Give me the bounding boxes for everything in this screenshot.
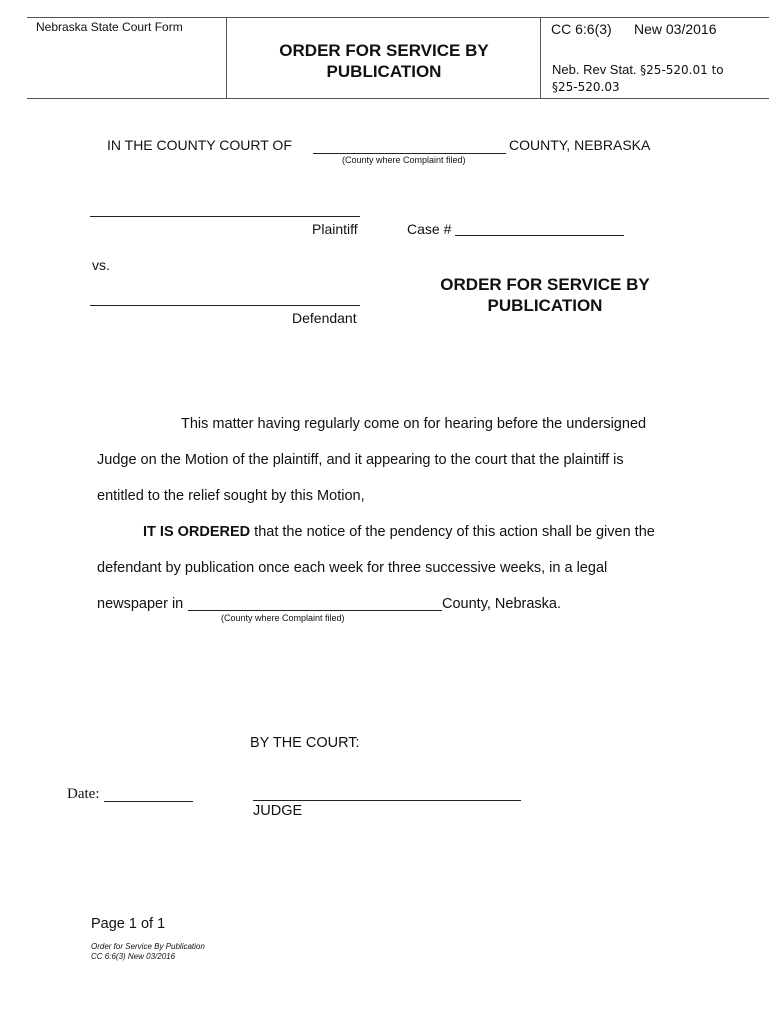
by-the-court: BY THE COURT:: [250, 735, 360, 751]
footer-form-info: [91, 942, 205, 962]
judge-label: JUDGE: [253, 803, 303, 819]
defendant-label: Defendant: [292, 310, 357, 326]
newspaper-county-caption: (County where Complaint filed): [221, 613, 345, 623]
header-top-rule: [27, 17, 769, 18]
versus-label: vs.: [92, 257, 110, 273]
body-p1-line2: Judge on the Motion of the plaintiff, and it appearing to the court that the plaintiff is: [97, 452, 624, 468]
form-code: CC 6:6(3): [551, 21, 612, 37]
footer-form-code: CC 6:6(3) New 03/2016: [91, 952, 176, 961]
body-p1-line1: This matter having regularly come on for hearing before the undersigned: [181, 416, 647, 432]
plaintiff-label: Plaintiff: [312, 221, 358, 237]
case-number-field-line[interactable]: [455, 235, 624, 236]
header-title-line2: PUBLICATION: [326, 62, 442, 81]
header-bottom-rule: [27, 98, 769, 99]
order-title-line1: ORDER FOR SERVICE BY: [440, 275, 650, 294]
date-label: Date:: [67, 786, 100, 802]
header-title-line1: ORDER FOR SERVICE BY: [279, 41, 489, 60]
page-number: Page 1 of 1: [91, 916, 166, 932]
date-field-line[interactable]: [104, 801, 193, 802]
order-title-line2: PUBLICATION: [487, 296, 603, 315]
case-number-label: Case #: [407, 221, 452, 237]
header-title: [228, 40, 540, 82]
header-divider-right: [540, 17, 541, 99]
court-prefix: IN THE COUNTY COURT OF: [107, 137, 292, 153]
order-title: [395, 274, 695, 316]
statute-range-b: §25-520.03: [552, 80, 620, 94]
newspaper-county-field-line[interactable]: [188, 610, 442, 611]
county-field-line[interactable]: [313, 153, 506, 154]
statute-reference: [552, 62, 724, 77]
form-revision: New 03/2016: [634, 21, 717, 37]
header-divider-left: [226, 17, 227, 99]
body-p2-line1: [143, 524, 655, 540]
defendant-field-line[interactable]: [90, 305, 360, 306]
body-p1-line3: entitled to the relief sought by this Motion,: [97, 488, 365, 504]
statute-prefix: Neb. Rev Stat.: [552, 62, 637, 77]
body-p2-line3-suffix: County, Nebraska.: [442, 596, 562, 612]
judge-signature-line[interactable]: [253, 800, 521, 801]
body-p2-line3-prefix: newspaper in: [97, 596, 184, 612]
court-suffix: COUNTY, NEBRASKA: [509, 137, 651, 153]
footer-form-name: Order for Service By Publication: [91, 942, 205, 951]
county-caption: (County where Complaint filed): [342, 155, 466, 165]
body-p2-line1-rest: that the notice of the pendency of this action shall be given the: [250, 524, 655, 540]
body-p2-line2: defendant by publication once each week for three successive weeks, in a legal: [97, 560, 608, 576]
it-is-ordered: IT IS ORDERED: [143, 524, 251, 540]
statute-range-a: §25-520.01 to: [640, 63, 724, 77]
form-source: Nebraska State Court Form: [36, 20, 183, 34]
plaintiff-field-line[interactable]: [90, 216, 360, 217]
